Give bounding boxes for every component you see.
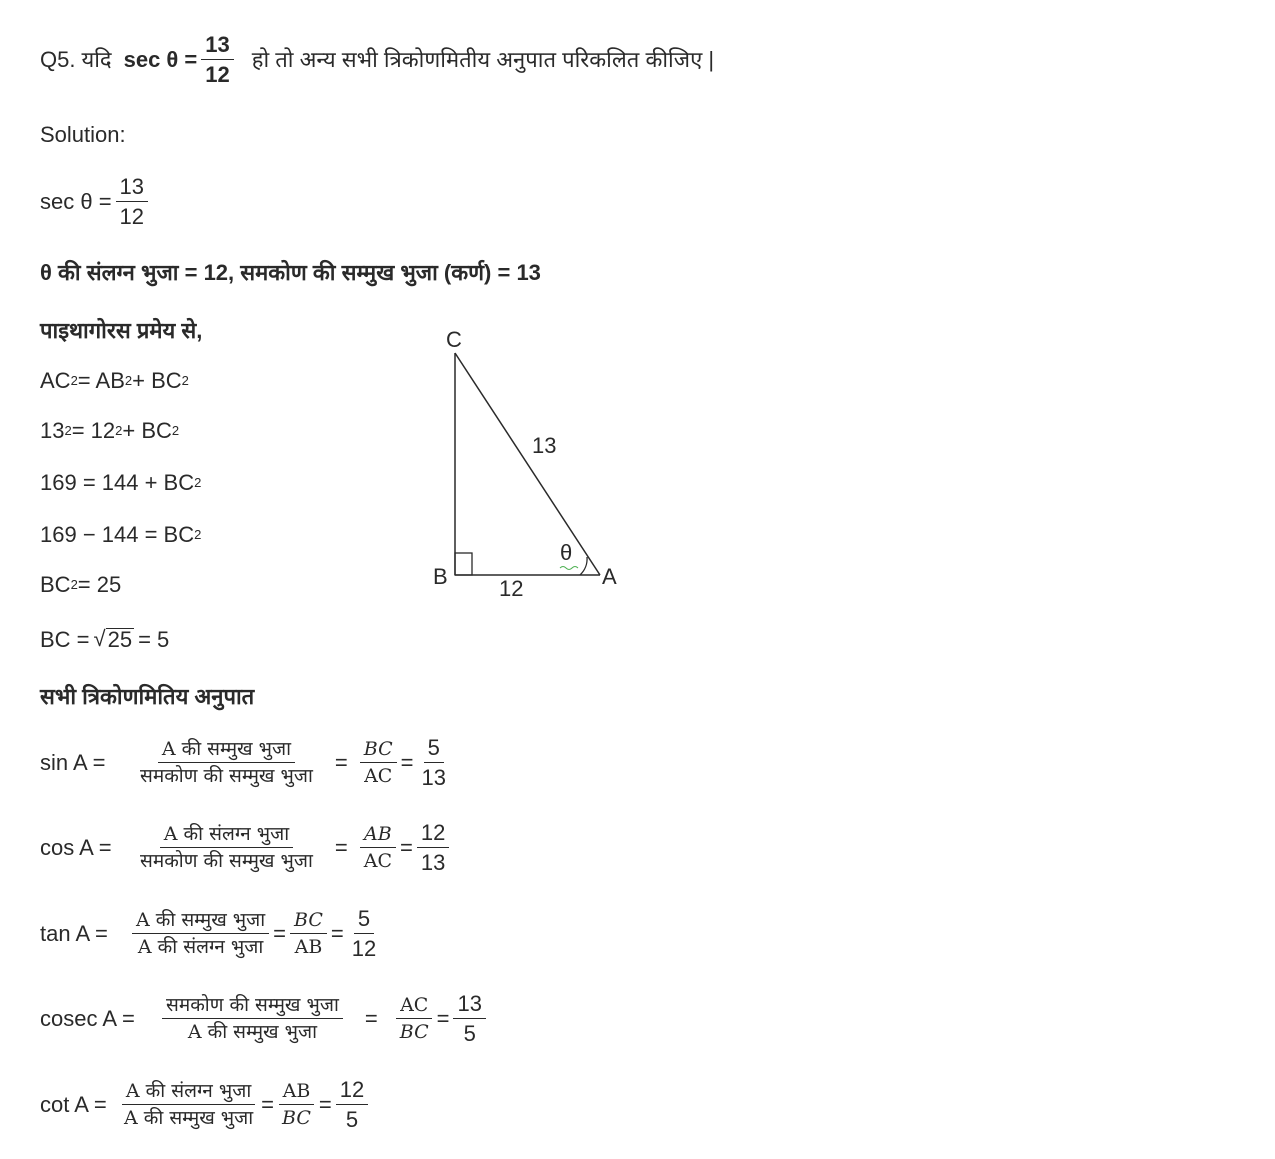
ratio-cos-sym-fraction: [360, 825, 396, 871]
step-1-b: = AB: [77, 368, 125, 393]
ratio-cosec-sym-num: AC: [396, 996, 432, 1019]
radicand: 25: [107, 627, 133, 652]
ratio-sin: [40, 737, 454, 789]
step-2-b: = 12: [71, 418, 116, 443]
ratio-cos-val-num: 12: [417, 822, 449, 848]
step-3-text: 169 = 144 + BC: [40, 470, 195, 495]
solution-label: Solution:: [40, 122, 126, 147]
step-3: 169 = 144 + BC 2: [40, 470, 202, 495]
ratio-tan: [40, 908, 384, 960]
ratio-tan-word-num: A की सम्मुख भुजा: [132, 911, 269, 934]
ratio-cot-label: cot A =: [40, 1092, 107, 1117]
ratio-cos-val-den: 13: [420, 850, 446, 875]
equals-sign: =: [400, 835, 413, 860]
angle-arc: [580, 557, 587, 575]
step-4-text: 169 − 144 = BC: [40, 522, 195, 547]
base-label: 12: [499, 576, 524, 600]
given-lhs: sec θ =: [40, 189, 112, 214]
equals-sign: =: [330, 921, 344, 946]
ratio-sin-word-den: समकोण की सम्मुख भुजा: [140, 765, 313, 787]
equals-sign: =: [364, 1006, 378, 1031]
ratio-cot: [40, 1079, 372, 1131]
ratio-tan-word-fraction: [132, 911, 269, 957]
step-1: AC 2 = AB 2 + BC 2: [40, 368, 189, 393]
ratio-cos-sym-den: AC: [363, 850, 393, 872]
equals-sign: =: [261, 1092, 275, 1117]
ratio-cosec-sym-den: BC: [399, 1021, 429, 1043]
step-6-lhs: BC =: [40, 626, 90, 652]
sqrt-expression: [94, 628, 135, 651]
question-func: sec θ =: [123, 47, 198, 72]
ratio-sin-sym-den: AC: [364, 765, 393, 787]
equals-sign: =: [436, 1006, 450, 1031]
ratio-tan-value-fraction: [348, 908, 380, 960]
angle-underline: [560, 567, 578, 570]
ratio-cot-val-den: 5: [345, 1107, 359, 1132]
ratio-cos-word-fraction: [136, 825, 317, 871]
equals-sign: =: [334, 750, 348, 775]
ratio-cot-sym-num: AB: [279, 1082, 315, 1105]
angle-theta-label: θ: [560, 540, 573, 565]
ratio-cos-word-den: समकोण की सम्मुख भुजा: [140, 850, 313, 872]
step-6-rhs: = 5: [138, 626, 170, 652]
question-line: [40, 34, 714, 86]
ratio-sin-val-den: 13: [421, 765, 446, 790]
step-2: 13 2 = 12 2 + BC 2: [40, 418, 180, 443]
vertex-b-label: B: [433, 564, 448, 589]
vertex-c-label: C: [446, 327, 462, 352]
equals-sign: =: [334, 835, 348, 860]
ratio-tan-sym-num: BC: [290, 911, 327, 934]
question-prefix: यदि: [81, 47, 112, 72]
equals-sign: =: [400, 750, 414, 775]
ratio-tan-val-num: 5: [354, 908, 374, 934]
step-1-a: AC: [40, 368, 71, 393]
given-numerator: 13: [116, 176, 148, 202]
ratio-cosec-word-num: समकोण की सम्मुख भुजा: [162, 996, 343, 1019]
ratio-sin-sym-fraction: [360, 740, 397, 786]
ratio-cos-word-num: A की संलग्न भुजा: [160, 825, 293, 848]
right-triangle-diagram: [420, 320, 640, 600]
ratio-sin-word-fraction: [136, 740, 317, 786]
question-fraction: [201, 34, 233, 86]
given-denominator: 12: [119, 204, 145, 229]
ratio-cos: [40, 822, 453, 874]
ratio-cos-value-fraction: [417, 822, 449, 874]
ratio-cos-sym-num: AB: [360, 825, 396, 848]
ratio-cosec-val-num: 13: [453, 993, 485, 1019]
step-1-c: + BC: [132, 368, 182, 393]
ratio-sin-value-fraction: [417, 737, 449, 789]
ratio-cot-sym-den: BC: [282, 1107, 311, 1129]
ratio-cosec-sym-fraction: [396, 996, 433, 1042]
question-suffix: हो तो अन्य सभी त्रिकोणमितीय अनुपात परिकलित कीजिए |: [251, 47, 715, 72]
ratio-tan-sym-den: AB: [294, 936, 323, 958]
equals-sign: =: [273, 921, 287, 946]
ratio-sin-sym-num: BC: [360, 740, 397, 763]
all-ratios-label: सभी त्रिकोणमितिय अनुपात: [40, 684, 255, 709]
step-4: 169 − 144 = BC 2: [40, 522, 202, 547]
pythagoras-label: पाइथागोरस प्रमेय से,: [40, 318, 203, 343]
ratio-cosec-val-den: 5: [463, 1021, 476, 1046]
step-6: [40, 628, 169, 651]
ratio-tan-val-den: 12: [351, 936, 377, 961]
right-angle-marker: [455, 553, 472, 575]
given-fraction: [116, 176, 148, 228]
ratio-cot-val-num: 12: [336, 1079, 368, 1105]
ratio-cosec-label: cosec A =: [40, 1006, 135, 1031]
step-5-b: = 25: [77, 572, 122, 597]
ratio-tan-word-den: A की संलग्न भुजा: [137, 936, 264, 958]
hypotenuse-label: 13: [532, 433, 557, 458]
given-line: [40, 176, 152, 228]
question-denominator: 12: [205, 62, 230, 87]
ratio-cosec: [40, 993, 490, 1045]
step-5-a: BC: [40, 572, 71, 597]
ratio-cot-value-fraction: [336, 1079, 368, 1131]
question-number: Q5.: [40, 47, 76, 72]
ratio-tan-sym-fraction: [290, 911, 327, 957]
ratio-cot-word-num: A की संलग्न भुजा: [122, 1082, 255, 1105]
ratio-cot-word-fraction: [120, 1082, 257, 1128]
ratio-tan-label: tan A =: [40, 921, 108, 946]
side-ca-hypotenuse: [455, 353, 600, 575]
ratio-sin-label: sin A =: [40, 750, 106, 775]
step-5: BC 2 = 25: [40, 572, 122, 597]
question-numerator: 13: [201, 34, 233, 60]
step-2-a: 13: [40, 418, 65, 443]
ratio-sin-val-num: 5: [424, 737, 444, 763]
ratio-cos-label: cos A =: [40, 835, 112, 860]
ratio-cosec-value-fraction: [453, 993, 485, 1045]
equals-sign: =: [318, 1092, 332, 1117]
ratio-cot-word-den: A की सम्मुख भुजा: [124, 1107, 254, 1129]
ratio-cosec-word-fraction: [162, 996, 343, 1042]
step-2-c: + BC: [122, 418, 172, 443]
ratio-cot-sym-fraction: [278, 1082, 315, 1128]
ratio-sin-word-num: A की सम्मुख भुजा: [158, 740, 295, 763]
ratio-cosec-word-den: A की सम्मुख भुजा: [187, 1021, 318, 1043]
sides-statement: θ की संलग्न भुजा = 12, समकोण की सम्मुख भुजा (कर्ण) = 13: [40, 260, 541, 285]
vertex-a-label: A: [602, 564, 617, 589]
radical-sign: √: [93, 626, 106, 651]
